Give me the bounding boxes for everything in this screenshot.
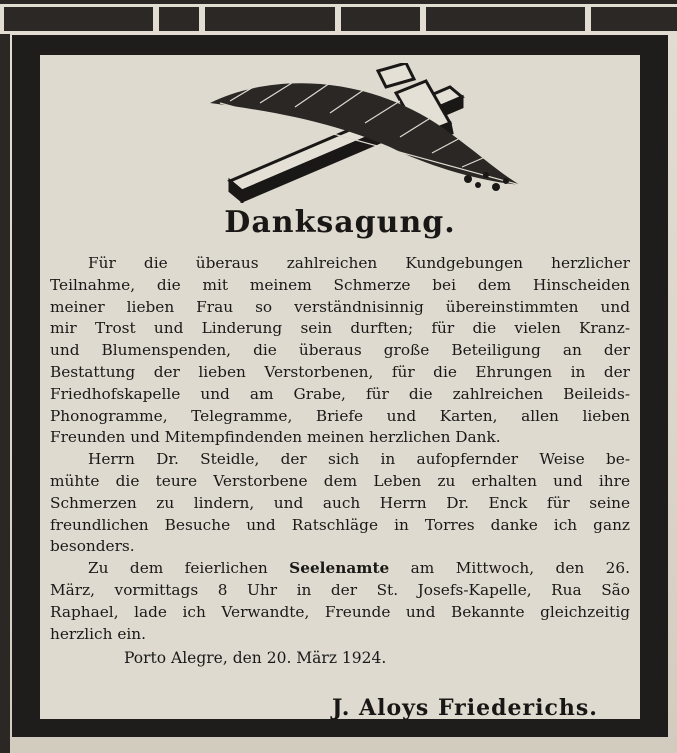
border-segment [205, 7, 334, 31]
text-fragment: am Mittwoch, den 26. [389, 559, 630, 578]
text-line: besonders. [50, 537, 135, 556]
signature: J. Aloys Friederichs. [332, 695, 598, 721]
text-line: Raphael, lade ich Verwandte, Freunde und Bekannte gleichzeitig [50, 602, 630, 621]
text-line: meiner lieben Frau so verständnisinnig übereinstimmten und [50, 297, 630, 316]
text-line: mir Trost und Linderung sein durften; für die vielen Kranz- [50, 319, 630, 338]
text-line: Phonogramme, Telegramme, Briefe und Karten, allen lieben [50, 406, 630, 425]
text-line: Für die überaus zahlreichen Kundgebungen herzlicher [88, 254, 630, 272]
border-segment [4, 7, 153, 31]
border-segment [341, 7, 421, 31]
notice-panel [40, 55, 640, 719]
text-line [50, 558, 630, 580]
border-segment [426, 7, 585, 31]
text-line: und Blumenspenden, die überaus große Beteiligung an der [50, 341, 630, 360]
left-column-rule [0, 34, 10, 753]
seelenamte-emphasis: Seelenamte [289, 559, 390, 578]
text-line: Schmerzen zu lindern, und auch Herrn Dr. Enck für seine [50, 493, 630, 512]
date-line: Porto Alegre, den 20. März 1924. [124, 649, 387, 667]
cross-with-palm-frond-icon [200, 63, 530, 203]
notice-body [50, 253, 630, 645]
text-line: März, vormittags 8 Uhr in der St. Josefs-Kapelle, Rua São [50, 580, 630, 599]
notice-title: Danksagung. [224, 205, 456, 240]
mourning-border-frame [12, 35, 668, 737]
text-line: Bestattung der lieben Verstorbenen, für die Ehrungen in der [50, 362, 630, 381]
border-segment [159, 7, 199, 31]
text-line: freundlichen Besuche und Ratschläge in Torres danke ich ganz [50, 515, 630, 534]
text-line: Freunden und Mitempfindenden meinen herzlichen Dank. [50, 428, 501, 447]
text-line: mühte die teure Verstorbene dem Leben zu erhalten und ihre [50, 471, 630, 490]
text-line: Teilnahme, die mit meinem Schmerze bei dem Hinscheiden [50, 275, 630, 294]
text-line: herzlich ein. [50, 624, 147, 643]
text-fragment: Zu dem feierlichen [88, 559, 290, 578]
top-border-strip [0, 4, 677, 34]
text-line: Friedhofskapelle und am Grabe, für die zahlreichen Beileids- [50, 384, 630, 403]
text-line: Herrn Dr. Steidle, der sich in aufopfernder Weise be- [88, 450, 630, 469]
border-segment [591, 7, 677, 31]
